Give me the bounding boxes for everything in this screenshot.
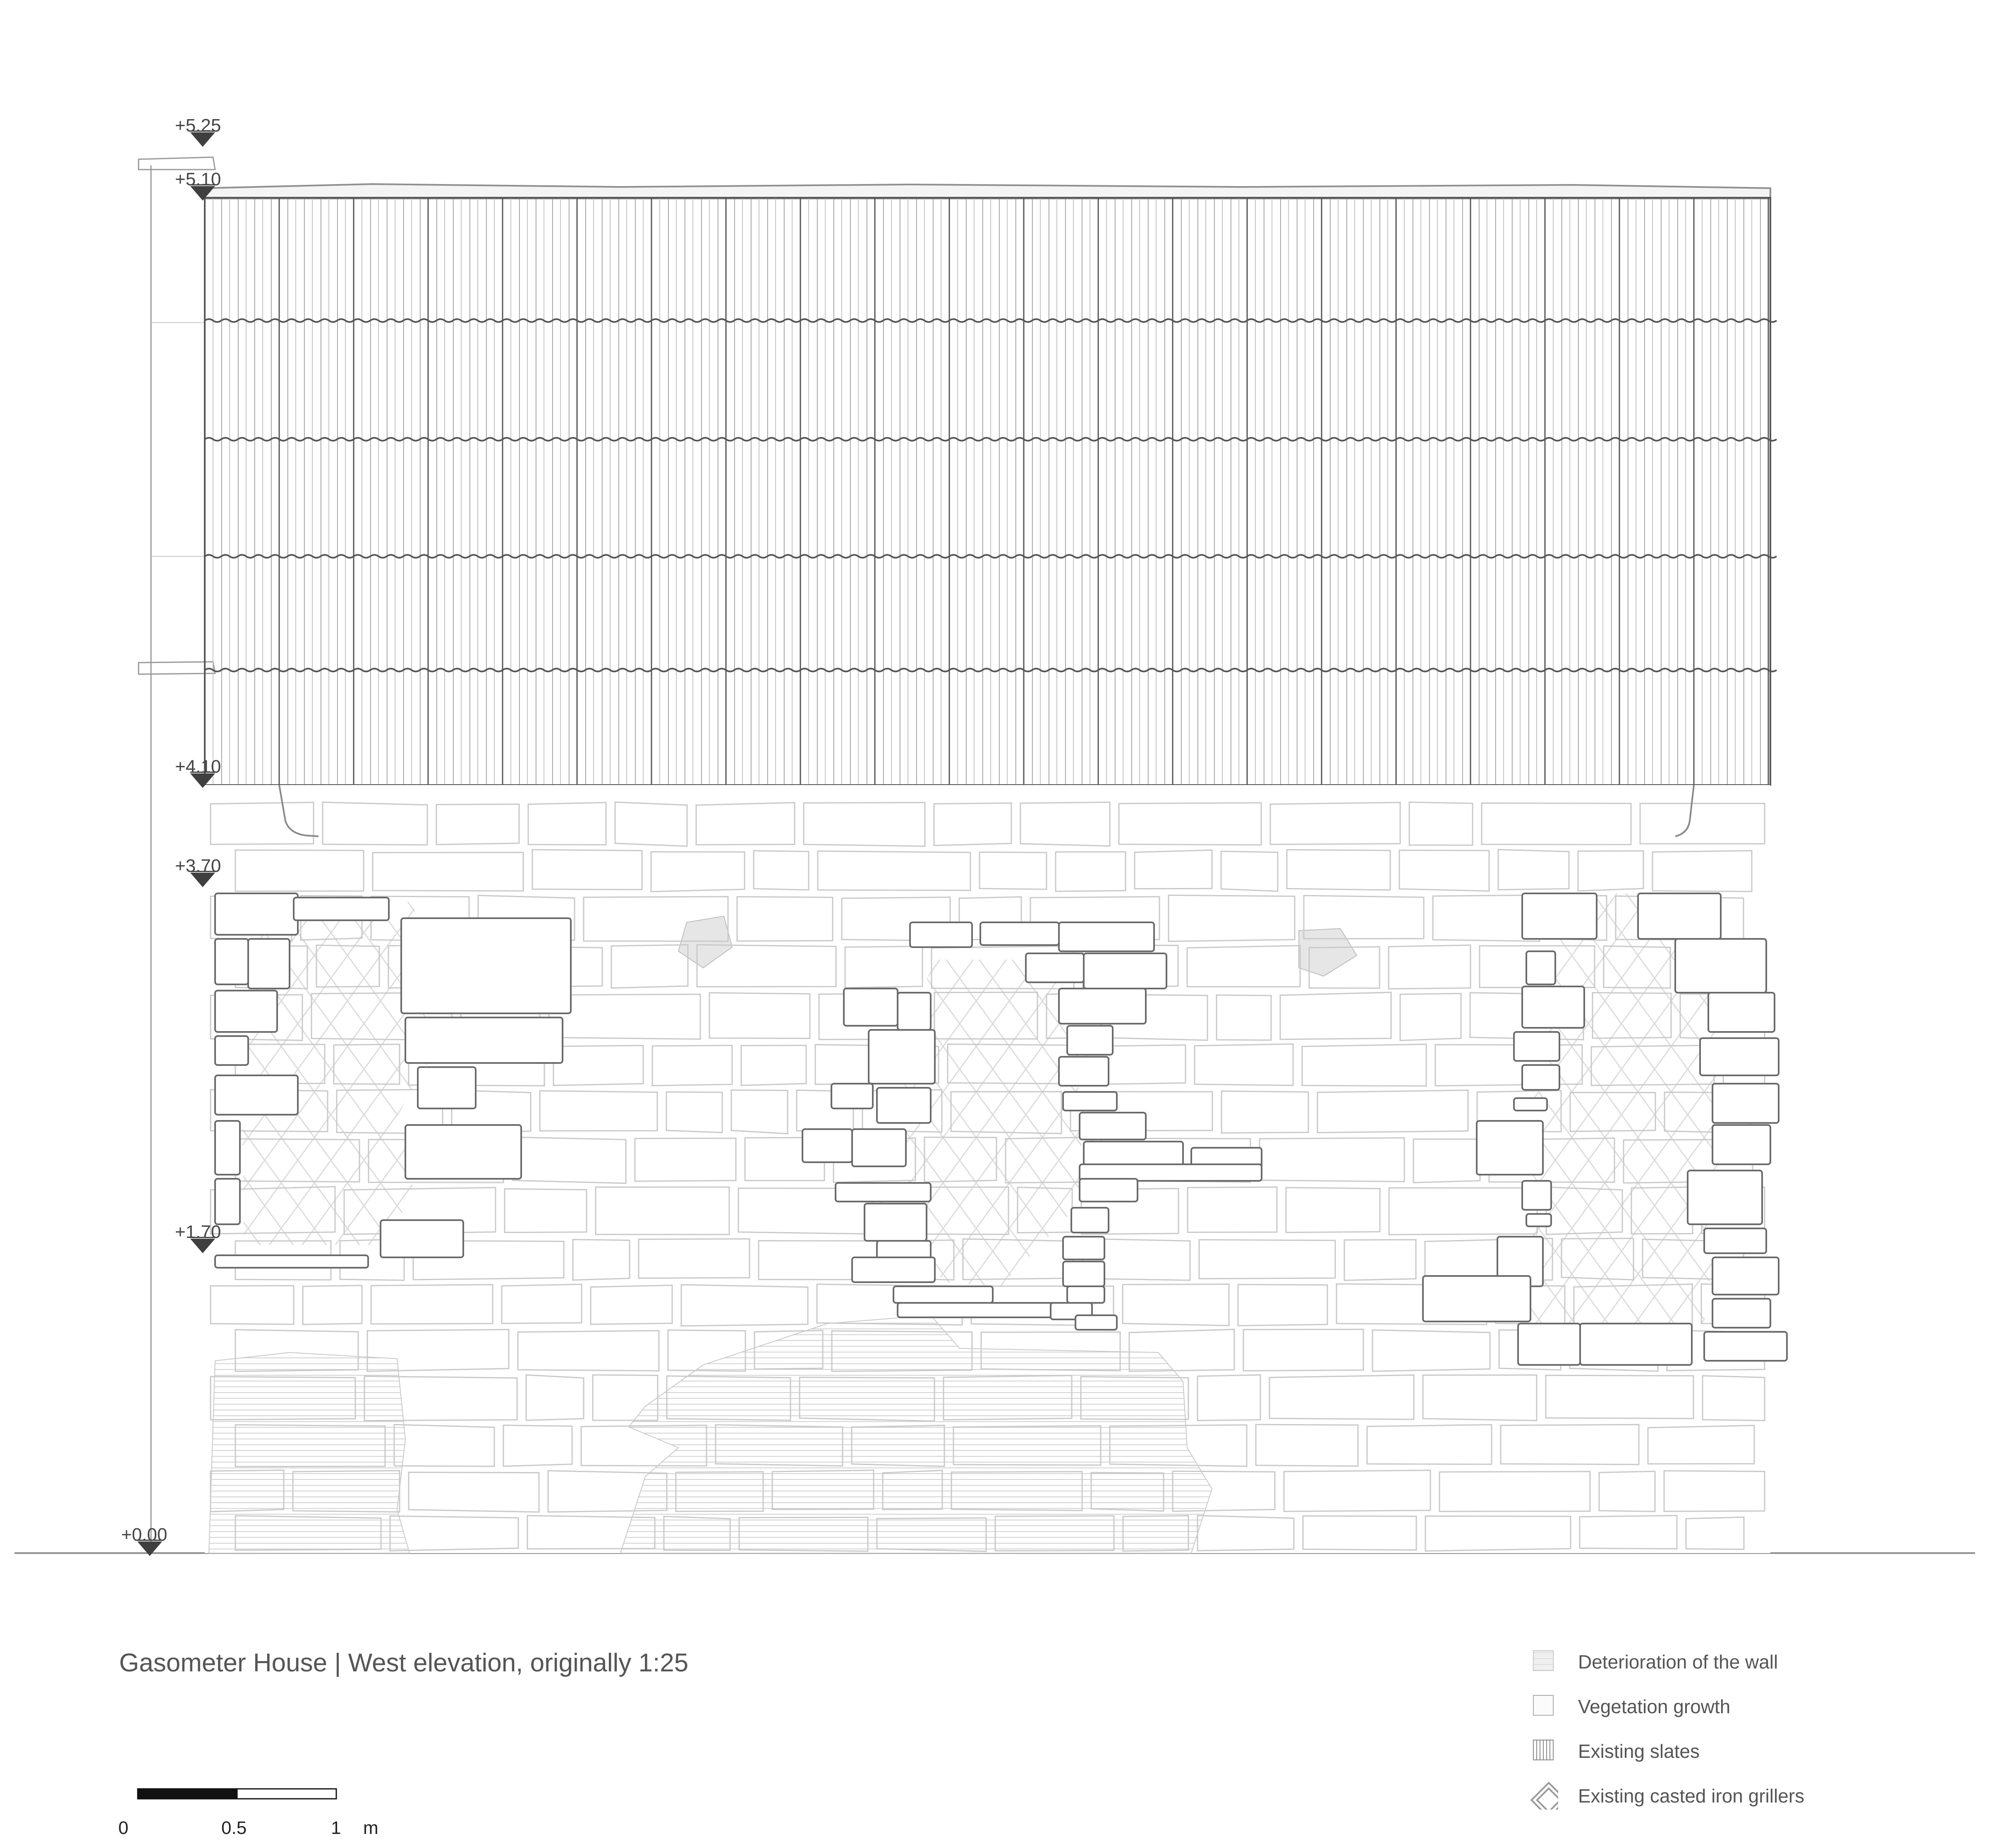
deterioration-area	[209, 1352, 410, 1553]
stone-block-outlined	[1067, 1286, 1104, 1303]
vegetation-swatch-icon	[1533, 1695, 1554, 1716]
level-label: +0.00	[121, 1525, 168, 1545]
level-label: +3.70	[175, 856, 221, 876]
stone-block-outlined	[852, 1129, 906, 1166]
stone-block-outlined	[1522, 986, 1584, 1028]
stone-block-outlined	[1059, 989, 1146, 1024]
stone-block-outlined	[1514, 1098, 1547, 1111]
stone-block-outlined	[865, 1204, 927, 1241]
stone-block-outlined	[844, 989, 898, 1026]
stone-block-outlined	[893, 1286, 993, 1303]
legend-label: Existing casted iron grillers	[1578, 1785, 1805, 1807]
drawing-title: Gasometer House | West elevation, originally 1:25	[119, 1649, 689, 1677]
stone-block-outlined	[1059, 1057, 1109, 1086]
stone-block-outlined	[1522, 1181, 1551, 1210]
stone-block-outlined	[405, 1125, 521, 1179]
stone-block-outlined	[1477, 1121, 1543, 1175]
stone-block-outlined	[1080, 1179, 1138, 1202]
level-label: +4.10	[175, 756, 221, 777]
stone-block-outlined	[215, 991, 277, 1032]
stone-block-outlined	[215, 1255, 368, 1268]
stone-block-outlined	[1063, 1092, 1117, 1111]
stone-block-outlined	[405, 1017, 563, 1063]
stone-block-outlined	[898, 993, 931, 1030]
stone-block-outlined	[1063, 1262, 1104, 1286]
stone-block-outlined	[1638, 893, 1721, 939]
stone-block-outlined	[1514, 1032, 1559, 1061]
stone-block-outlined	[836, 1183, 931, 1202]
level-label: +5.10	[175, 169, 221, 189]
scale-label-half: 0.5	[221, 1818, 247, 1838]
stone-block-outlined	[1522, 1065, 1559, 1090]
legend-label: Deterioration of the wall	[1578, 1651, 1778, 1673]
stone-block-outlined	[1580, 1324, 1692, 1365]
stone-block-outlined	[1712, 1125, 1770, 1164]
stone-block-outlined	[1084, 953, 1166, 989]
stone-block-outlined	[1075, 1315, 1117, 1330]
deterioration-swatch-icon	[1533, 1650, 1554, 1671]
stone-block-outlined	[1080, 1113, 1146, 1139]
scale-bar	[138, 1789, 336, 1799]
stone-block-outlined	[852, 1257, 935, 1282]
stone-block-outlined	[381, 1220, 463, 1257]
stone-block-outlined	[1518, 1324, 1580, 1365]
slates-swatch-icon	[1533, 1739, 1554, 1761]
level-label: +5.25	[175, 115, 221, 136]
legend-label: Existing slates	[1578, 1740, 1700, 1762]
stone-block-outlined	[831, 1084, 873, 1108]
stone-block-outlined	[215, 939, 248, 984]
stone-block-outlined	[898, 1303, 1063, 1317]
scale-unit: m	[363, 1818, 378, 1838]
stone-block-outlined	[215, 1036, 248, 1065]
stone-block-outlined	[1526, 951, 1555, 984]
stone-block-outlined	[215, 1121, 240, 1175]
stone-block-outlined	[877, 1088, 931, 1123]
stone-block-outlined	[1675, 939, 1766, 993]
stone-block-outlined	[418, 1067, 476, 1108]
stone-block-outlined	[1067, 1026, 1113, 1055]
stone-block-outlined	[294, 898, 389, 920]
stone-block-outlined	[1526, 1214, 1551, 1226]
scale-label-zero: 0	[118, 1818, 129, 1838]
stone-block-outlined	[1063, 1237, 1104, 1259]
stone-block-outlined	[1059, 922, 1154, 951]
scale-label-one: 1	[331, 1818, 341, 1838]
stone-block-outlined	[1423, 1276, 1530, 1321]
stone-block-outlined	[1522, 893, 1597, 939]
stone-block-outlined	[248, 939, 290, 989]
stone-block-outlined	[215, 1179, 240, 1224]
stone-block-outlined	[802, 1129, 852, 1162]
stone-block-outlined	[1688, 1171, 1762, 1224]
stone-block-outlined	[1712, 1257, 1779, 1295]
iron-griller-swatch-icon	[1529, 1781, 1558, 1810]
slate-roof	[205, 198, 1777, 785]
stone-block-outlined	[980, 922, 1059, 945]
stone-block-outlined	[910, 922, 972, 947]
stone-block-outlined	[1708, 993, 1775, 1032]
stone-block-outlined	[1704, 1228, 1766, 1253]
stone-wall	[205, 785, 1787, 1553]
stone-block-outlined	[401, 918, 571, 1013]
roof-coping	[205, 184, 1770, 199]
stone-block-outlined	[1071, 1208, 1109, 1233]
stone-block-outlined	[1026, 953, 1084, 982]
stone-block-outlined	[1712, 1084, 1779, 1123]
stone-block-outlined	[1712, 1299, 1770, 1328]
stone-block-outlined	[215, 1075, 298, 1115]
stone-block-outlined	[215, 893, 298, 935]
stone-block-outlined	[1704, 1332, 1787, 1361]
stone-block-outlined	[1700, 1038, 1779, 1075]
level-label: +1.70	[175, 1222, 221, 1242]
stone-block-outlined	[869, 1030, 935, 1084]
legend-label: Vegetation growth	[1578, 1696, 1731, 1717]
